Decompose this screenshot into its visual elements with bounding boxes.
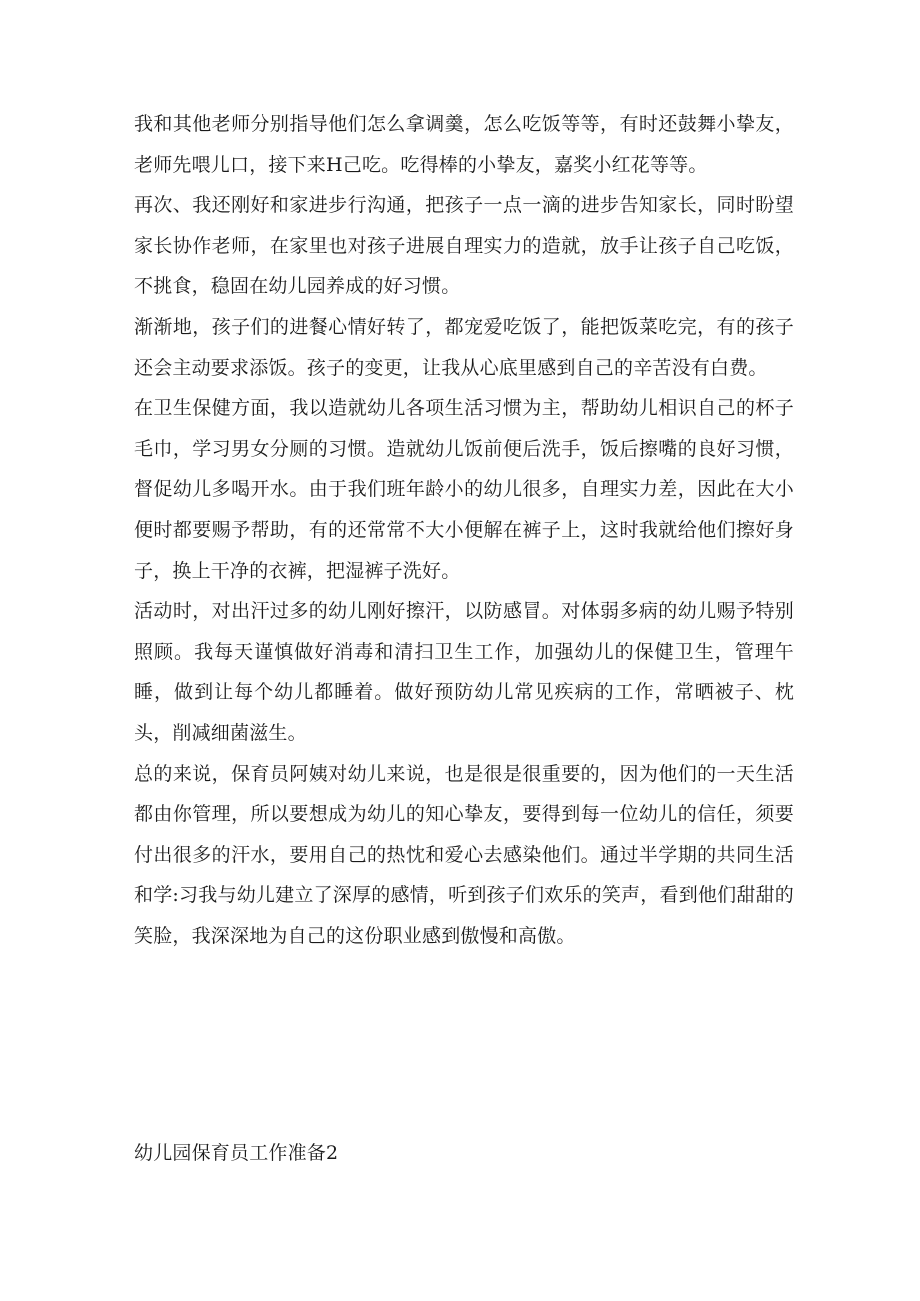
paragraph-hygiene-care: 在卫生保健方面，我以造就幼儿各项生活习惯为主，帮助幼儿相识自己的杯子毛巾，学习男女分厕的习惯。造就幼儿饭前便后洗手，饭后擦嘴的良好习惯，督促幼儿多喝开水。由于我们班年龄小的幼儿很多，自理实力差，因此在大小便时都要赐予帮助，有的还常常不大小便解在裤子上，这时我就给他们擦好身子，换上干净的衣裤，把湿裤子洗好。 <box>134 397 794 582</box>
paragraph-eating-improvement: 渐渐地，孩子们的进餐心情好转了，都宠爱吃饭了，能把饭菜吃完，有的孩子还会主动要求添饭。孩子的变更，让我从心底里感到自己的辛苦没有白费。 <box>134 315 794 379</box>
paragraph-feeding-guidance: 我和其他老师分别指导他们怎么拿调羹，怎么吃饭等等，有时还鼓舞小挚友，老师先喂儿口，接下来H己吃。吃得棒的小挚友，嘉奖小红花等等。 <box>134 113 794 176</box>
document-body <box>134 104 794 956</box>
paragraph-summary: 总的来说，保育员阿姨对幼儿来说，也是很是很重要的，因为他们的一天生活都由你管理，所以要想成为幼儿的知心挚友，要得到每一位幼儿的信任，须要付出很多的汗水，要用自己的热忱和爱心去感染他们。通过半学期的共同生活和学:习我与幼儿建立了深厚的感情，听到孩子们欢乐的笑声，看到他们甜甜的笑脸，我深深地为自己的这份职业感到傲慢和高傲。 <box>134 762 794 947</box>
paragraph-parent-communication: 再次、我还刚好和家进步行沟通，把孩子一点一滴的进步告知家长，同时盼望家长协作老师，在家里也对孩子进展自理实力的造就，放手让孩子自己吃饭，不挑食，稳固在幼儿园养成的好习惯。 <box>134 194 794 298</box>
section-heading: 幼儿园保育员工作准备2 <box>134 1142 339 1164</box>
paragraph-activity-care: 活动时，对出汗过多的幼儿刚好擦汗，以防感冒。对体弱多病的幼儿赐予特别照顾。我每天谨慎做好消毒和清扫卫生工作，加强幼儿的保健卫生，管理午睡，做到让每个幼儿都睡着。做好预防幼儿常见疾病的工作，常晒被子、枕头，削减细菌滋生。 <box>134 600 794 744</box>
